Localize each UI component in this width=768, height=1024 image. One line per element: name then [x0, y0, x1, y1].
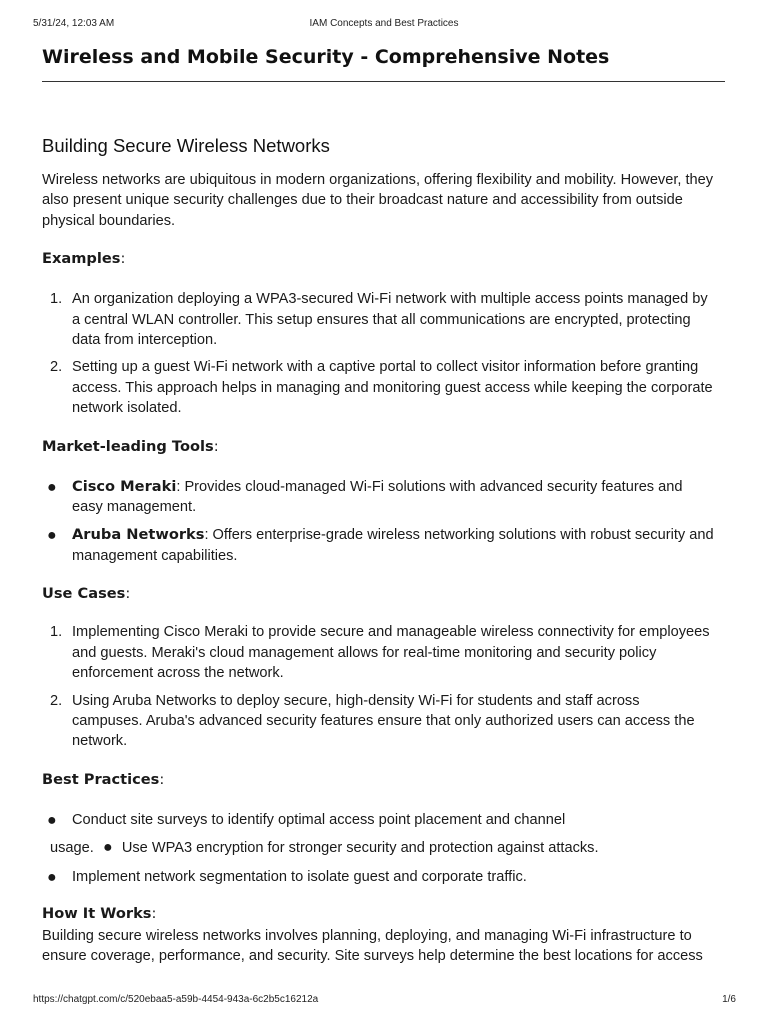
examples-heading: Examples: [42, 250, 126, 268]
list-item [42, 357, 714, 418]
print-page-title: IAM Concepts and Best Practices [309, 18, 459, 29]
list-item [42, 838, 714, 858]
how-it-works-heading: How It Works: [42, 904, 157, 922]
list-item [42, 810, 714, 830]
list-number: 2. [50, 692, 63, 709]
tools-heading-label: Market-leading Tools [42, 437, 214, 455]
best-practice-text: Use WPA3 encryption for stronger security and protection against attacks. [121, 840, 599, 857]
bullet-icon: ● [47, 478, 57, 496]
how-it-works-heading-label: How It Works [42, 904, 152, 922]
print-url: https://chatgpt.com/c/520ebaa5-a59b-4454-943a-6c2b5c16212a [33, 994, 319, 1005]
use-cases-heading-label: Use Cases [42, 585, 126, 603]
best-practices-heading-label: Best Practices [42, 770, 160, 788]
bullet-icon: ● [47, 868, 57, 886]
tools-list [42, 477, 714, 567]
list-number: 1. [50, 291, 63, 308]
tool-name: Aruba Networks [72, 526, 205, 544]
tools-heading: Market-leading Tools: [42, 437, 219, 455]
tool-description: : Offers enterprise-grade wireless networking solutions with robust security and management capabilities. [72, 527, 714, 564]
best-practice-text: Conduct site surveys to identify optimal access point placement and channel [72, 811, 566, 828]
list-item [42, 691, 714, 752]
examples-heading-label: Examples [42, 250, 121, 268]
list-item [42, 477, 714, 518]
list-item [42, 867, 714, 887]
best-practice-text: usage. [50, 840, 94, 857]
main-content [42, 134, 714, 967]
examples-list [42, 289, 714, 418]
tool-description: : Provides cloud-managed Wi-Fi solutions with advanced security features and easy management. [72, 478, 683, 516]
print-datetime: 5/31/24, 12:03 AM [33, 18, 115, 29]
bullet-icon: ● [102, 839, 113, 857]
tool-name: Cisco Meraki [72, 477, 177, 495]
list-number: 2. [50, 359, 63, 376]
bullet-icon: ● [47, 811, 57, 829]
example-text: Setting up a guest Wi-Fi network with a captive portal to collect visitor information before granting access. This approach helps in managing and monitoring guest access while keeping the corporate network isolated. [72, 359, 713, 417]
best-practice-text: Implement network segmentation to isolate guest and corporate traffic. [72, 868, 527, 885]
section-title: Building Secure Wireless Networks [42, 135, 330, 156]
example-text: An organization deploying a WPA3-secured Wi-Fi network with multiple access points managed by a central WLAN controller. This setup ensures that all communications are encrypted, protecting data from interception. [72, 291, 708, 349]
list-item [42, 622, 714, 683]
section-intro: Wireless networks are ubiquitous in modern organizations, offering flexibility and mobility. However, they also present unique security challenges due to their broadcast nature and accessibility from outside physical boundaries. [42, 172, 714, 229]
document-title: Wireless and Mobile Security - Comprehensive Notes [42, 46, 610, 68]
list-item [42, 525, 714, 566]
how-it-works-text: Building secure wireless networks involves planning, deploying, and managing Wi-Fi infrastructure to ensure coverage, performance, and security. Site surveys help determine the best locations for access [42, 927, 703, 965]
use-case-text: Using Aruba Networks to deploy secure, high-density Wi-Fi for students and staff across campuses. Aruba's advanced security features ensure that only authorized users can access the network. [72, 692, 695, 750]
use-cases-list [42, 622, 714, 751]
list-item [42, 289, 714, 350]
title-divider [42, 81, 725, 82]
best-practices-list [42, 810, 714, 887]
use-case-text: Implementing Cisco Meraki to provide secure and manageable wireless connectivity for employees and guests. Meraki's cloud management allows for real-time monitoring and security policy enforcement across the network. [72, 624, 710, 682]
best-practices-heading: Best Practices: [42, 770, 165, 788]
use-cases-heading: Use Cases: [42, 585, 131, 603]
list-number: 1. [50, 624, 63, 641]
bullet-icon: ● [47, 527, 57, 545]
print-page-number: 1/6 [722, 994, 736, 1005]
